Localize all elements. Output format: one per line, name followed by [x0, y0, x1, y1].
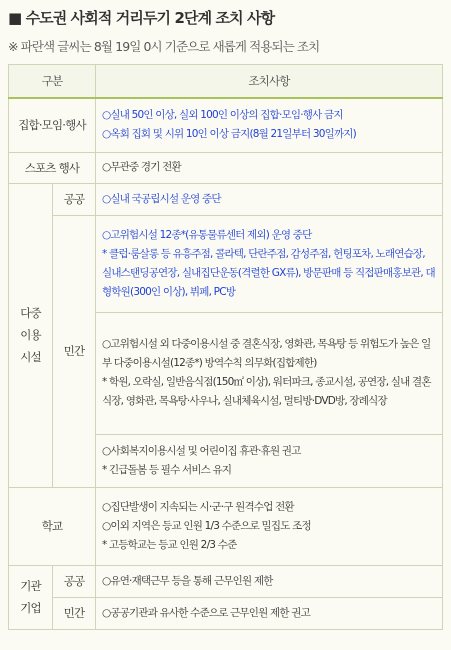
facilities-private-block1-note: * 클럽·룸살롱 등 유흥주점, 콜라텍, 단란주점, 감성주점, 헌팅포차, 노래연습장, 실내스탠딩공연장, 실내집단운동(격렬한 GX류), 방문판매 등 직접판매홍보관, 대형학원(300인 이상), 뷔페, PC방: [102, 247, 435, 298]
content-facilities-private-3: [96, 434, 443, 487]
row-school: [9, 487, 443, 565]
row-agencies-private: [9, 597, 443, 629]
agencies-private-item-1: ○공공기관과 유사한 수준으로 근무인원 제한 권고: [102, 606, 310, 619]
header-category: 구분: [9, 65, 96, 99]
facilities-private-block2-note: * 학원, 오락실, 일반음식점(150㎡ 이상), 워터파크, 종교시설, 공연장, 실내 결혼식장, 영화관, 목욕탕·사우나, 실내체육시설, 멀티방·DVD방, 장례식장: [102, 376, 431, 407]
facilities-private-block2-main: ○고위험시설 외 다중이용시설 중 결혼식장, 영화관, 목욕탕 등 위험도가 높은 일부 다중이용시설(12종*) 방역수칙 의무화(집합제한): [102, 338, 431, 369]
page-subtitle: ※ 파란색 글씨는 8월 19일 0시 기준으로 새롭게 적용되는 조치: [8, 39, 320, 54]
category-gathering: 집합·모임·행사: [9, 98, 96, 152]
row-facilities-private-1: [9, 215, 443, 312]
category-sports: 스포츠 행사: [9, 152, 96, 183]
content-agencies-private: [96, 597, 443, 629]
content-agencies-public: [96, 565, 443, 597]
sub-facilities-private: 민간: [53, 215, 96, 487]
row-facilities-public: [9, 183, 443, 215]
category-facilities: 다중 이용 시설: [9, 183, 53, 487]
content-facilities-public: [96, 183, 443, 215]
page-title: ■ 수도권 사회적 거리두기 2단계 조치 사항: [8, 9, 275, 27]
facilities-private-block3-main: ○사회복지이용시설 및 어린이집 휴관·휴원 권고: [102, 444, 301, 457]
school-item-1: ○집단발생이 지속되는 시·군·구 원격수업 전환: [102, 500, 294, 513]
facilities-private-block1-main: ○고위험시설 12종*(유통물류센터 제외) 운영 중단: [102, 228, 312, 241]
content-facilities-private-2: [96, 312, 443, 434]
school-item-3: * 고등학교는 등교 인원 2/3 수준: [102, 538, 237, 551]
content-sports: [96, 152, 443, 183]
sports-item-1: ○무관중 경기 전환: [102, 161, 181, 173]
agencies-public-item-1: ○유연·재택근무 등을 통해 근무인원 제한: [102, 574, 273, 587]
content-facilities-private-1: [96, 215, 443, 312]
category-school: 학교: [9, 487, 96, 565]
row-gathering: [9, 98, 443, 152]
gathering-item-1: ○실내 50인 이상, 실외 100인 이상의 집합·모임·행사 금지: [102, 109, 343, 122]
school-item-2: ○이외 지역은 등교 인원 1/3 수준으로 밀집도 조정: [102, 519, 311, 532]
content-school: [96, 487, 443, 565]
table-header-row: [9, 65, 443, 99]
category-agencies: 기관 기업: [9, 565, 53, 629]
row-sports: [9, 152, 443, 183]
header-measures: 조치사항: [96, 65, 443, 99]
facilities-public-item-1: ○실내 국공립시설 운영 중단: [102, 192, 221, 205]
sub-agencies-public: 공공: [53, 565, 96, 597]
row-agencies-public: [9, 565, 443, 597]
measures-table: [8, 64, 443, 630]
facilities-private-block3-note: * 긴급돌봄 등 필수 서비스 유지: [102, 463, 232, 476]
sub-agencies-private: 민간: [53, 597, 96, 629]
content-gathering: [96, 98, 443, 152]
gathering-item-2: ○옥회 집회 및 시위 10인 이상 금지(8월 21일부터 30일까지): [102, 128, 356, 141]
sub-facilities-public: 공공: [53, 183, 96, 215]
